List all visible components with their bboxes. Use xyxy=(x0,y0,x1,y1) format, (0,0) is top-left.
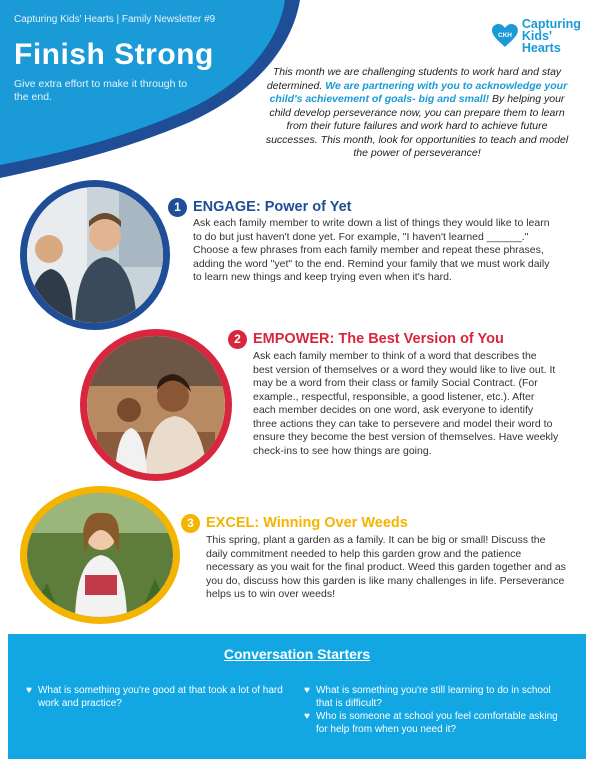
newsletter-kicker: Capturing Kids' Hearts | Family Newsletter #9 xyxy=(14,14,216,25)
conversation-starters-panel xyxy=(8,634,586,759)
heart-logo-icon xyxy=(492,24,518,48)
heart-icon: ♥ xyxy=(304,685,310,696)
section-2-number: 2 xyxy=(228,330,247,349)
question-3 xyxy=(304,710,568,736)
question-3-text: Who is someone at school you feel comfortable asking for help from when you need it? xyxy=(315,711,558,735)
intro-text-2: By helping your child develop perseverance now, you can prepare them to learn from their future failures and work hard to achieve future successes. This month, look for opportunities to teach and model the power of perseverance! xyxy=(265,93,569,159)
intro-highlight: We are partnering with you to acknowledge your child's achievement of goals- big and small! xyxy=(269,79,568,105)
question-1-text: What is something you're good at that took a lot of hard work and practice? xyxy=(37,685,283,709)
logo-mark: CKH xyxy=(497,31,512,39)
question-1 xyxy=(26,684,288,710)
heart-icon: ♥ xyxy=(304,711,310,722)
question-2-text: What is something you're still learning to do in school that is difficult? xyxy=(315,685,551,709)
excel-photo xyxy=(20,486,180,624)
section-2-title: EMPOWER: The Best Version of You xyxy=(253,331,504,347)
page-title: Finish Strong xyxy=(14,38,214,71)
section-3-number: 3 xyxy=(181,514,200,533)
intro-paragraph xyxy=(262,66,572,161)
empower-photo xyxy=(80,329,232,481)
logo-line1: Capturing xyxy=(521,17,581,31)
section-3-title: EXCEL: Winning Over Weeds xyxy=(206,515,408,531)
heart-icon: ♥ xyxy=(26,685,32,696)
conversation-starters-title: Conversation Starters xyxy=(223,646,371,662)
logo-line2: Kids' Hearts xyxy=(521,29,561,55)
page-subtitle: Give extra effort to make it through to the end. xyxy=(14,78,188,103)
section-1-title: ENGAGE: Power of Yet xyxy=(193,199,352,215)
engage-photo xyxy=(20,180,170,330)
intro-text-1: This month we are challenging students to work hard and stay determined. xyxy=(266,66,562,92)
section-1-body: Ask each family member to write down a list of things they would like to learn to do but just haven't done yet. For example, "I haven't learned ______." Choose a few phrases from each family member and repeat these phrases, adding the word "yet" to the end. Remind your family that we must work daily to learn new things and keep trying even when it's hard. xyxy=(193,217,550,283)
question-2 xyxy=(304,684,568,710)
section-1-number: 1 xyxy=(168,198,187,217)
section-3-body: This spring, plant a garden as a family. It can be big or small! Discuss the daily commitment needed to help this garden grow and the patience necessary as you wait for the final product. Weed this garden together and as you do, discuss how this garden is like many challenges in life. Perseverance helps us to win over weeds! xyxy=(206,534,566,600)
section-2-body: Ask each family member to think of a word that describes the best version of themselves or a word they would like to live out. It may be a word from their class or family Social Contract. (For example., respectful, responsible, a good listener, etc.). After each member decides on one word, ask everyone to identify three actions they can take to persevere and model their word to ensure they become the best version of themselves. Have weekly check-ins to see how things are going. xyxy=(253,350,559,457)
brand-logo xyxy=(492,18,594,54)
